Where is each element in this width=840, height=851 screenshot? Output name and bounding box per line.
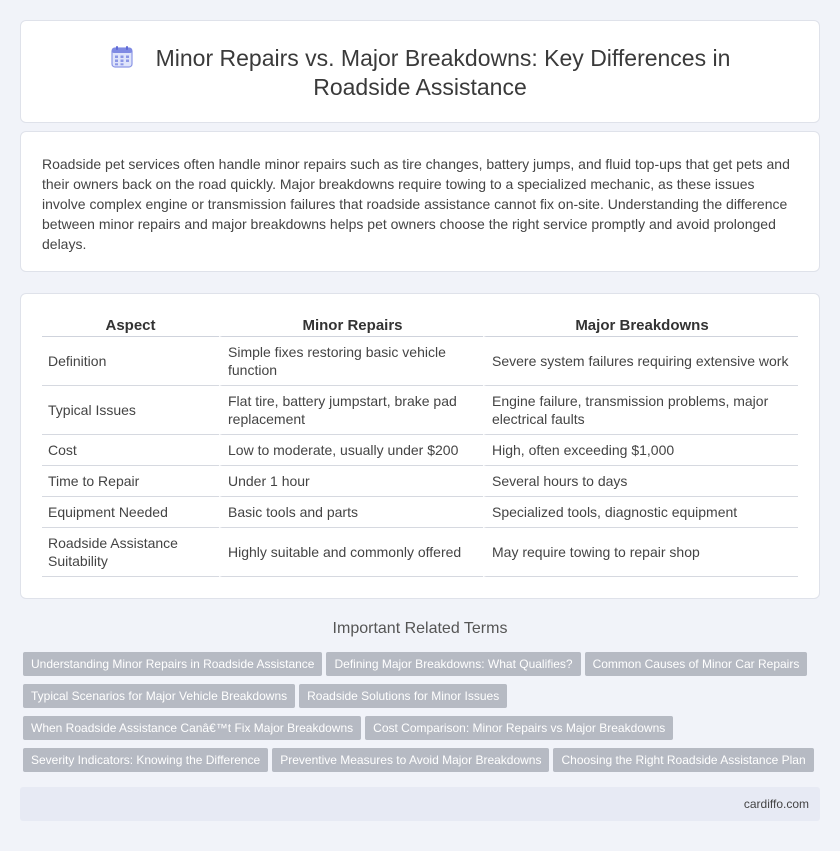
comparison-card	[20, 293, 820, 599]
table-row	[42, 528, 798, 577]
footer-site-link[interactable]: cardiffo.com	[743, 797, 809, 811]
related-term-tag[interactable]: Defining Major Breakdowns: What Qualifies?	[326, 652, 580, 676]
cell-aspect: Typical Issues	[42, 386, 219, 435]
related-terms-title: Important Related Terms	[332, 620, 508, 637]
cell-major: Several hours to days	[483, 466, 798, 497]
related-term-tag[interactable]: Choosing the Right Roadside Assistance Plan	[553, 748, 813, 772]
cell-minor: Under 1 hour	[219, 466, 483, 497]
cell-major: Engine failure, transmission problems, major electrical faults	[483, 386, 798, 435]
cell-major: May require towing to repair shop	[483, 528, 798, 577]
page-title: Minor Repairs vs. Major Breakdowns: Key Differences in Roadside Assistance	[155, 45, 731, 100]
cell-aspect: Cost	[42, 435, 219, 466]
table-row	[42, 386, 798, 435]
header-card	[20, 20, 820, 123]
header-major-breakdowns: Major Breakdowns	[483, 315, 798, 337]
related-terms-list	[23, 652, 823, 780]
table-row	[42, 435, 798, 466]
related-term-tag[interactable]: Severity Indicators: Knowing the Difference	[23, 748, 268, 772]
table-row	[42, 337, 798, 386]
header-aspect: Aspect	[42, 315, 219, 337]
cell-minor: Simple fixes restoring basic vehicle function	[219, 337, 483, 386]
table-row	[42, 466, 798, 497]
related-term-tag[interactable]: Understanding Minor Repairs in Roadside Assistance	[23, 652, 322, 676]
cell-minor: Flat tire, battery jumpstart, brake pad replacement	[219, 386, 483, 435]
related-term-tag[interactable]: Typical Scenarios for Major Vehicle Breakdowns	[23, 684, 295, 708]
cell-major: High, often exceeding $1,000	[483, 435, 798, 466]
comparison-table	[42, 315, 798, 577]
cell-aspect: Roadside Assistance Suitability	[42, 528, 219, 577]
table-row	[42, 497, 798, 528]
related-term-tag[interactable]: When Roadside Assistance Canâ€™t Fix Major Breakdowns	[23, 716, 361, 740]
table-header-row	[42, 315, 798, 337]
cell-major: Severe system failures requiring extensive work	[483, 337, 798, 386]
footer	[20, 787, 820, 821]
header-minor-repairs: Minor Repairs	[219, 315, 483, 337]
cell-minor: Highly suitable and commonly offered	[219, 528, 483, 577]
related-term-tag[interactable]: Preventive Measures to Avoid Major Breakdowns	[272, 748, 549, 772]
cell-minor: Low to moderate, usually under $200	[219, 435, 483, 466]
cell-aspect: Time to Repair	[42, 466, 219, 497]
related-term-tag[interactable]: Roadside Solutions for Minor Issues	[299, 684, 507, 708]
page-header	[21, 44, 819, 102]
related-term-tag[interactable]: Common Causes of Minor Car Repairs	[585, 652, 808, 676]
calendar-icon	[110, 45, 134, 69]
cell-aspect: Definition	[42, 337, 219, 386]
cell-minor: Basic tools and parts	[219, 497, 483, 528]
cell-major: Specialized tools, diagnostic equipment	[483, 497, 798, 528]
intro-paragraph: Roadside pet services often handle minor repairs such as tire changes, battery jumps, and fluid top-ups that get pets and their owners back on the road quickly. Major breakdowns require towing to a specialized mechanic, as these issues involve complex engine or transmission failures that roadside assistance cannot fix on-site. Understanding the difference between minor repairs and major breakdowns helps pet owners choose the right service promptly and avoid prolonged delays.	[42, 156, 790, 252]
related-term-tag[interactable]: Cost Comparison: Minor Repairs vs Major Breakdowns	[365, 716, 673, 740]
intro-card	[20, 131, 820, 272]
cell-aspect: Equipment Needed	[42, 497, 219, 528]
